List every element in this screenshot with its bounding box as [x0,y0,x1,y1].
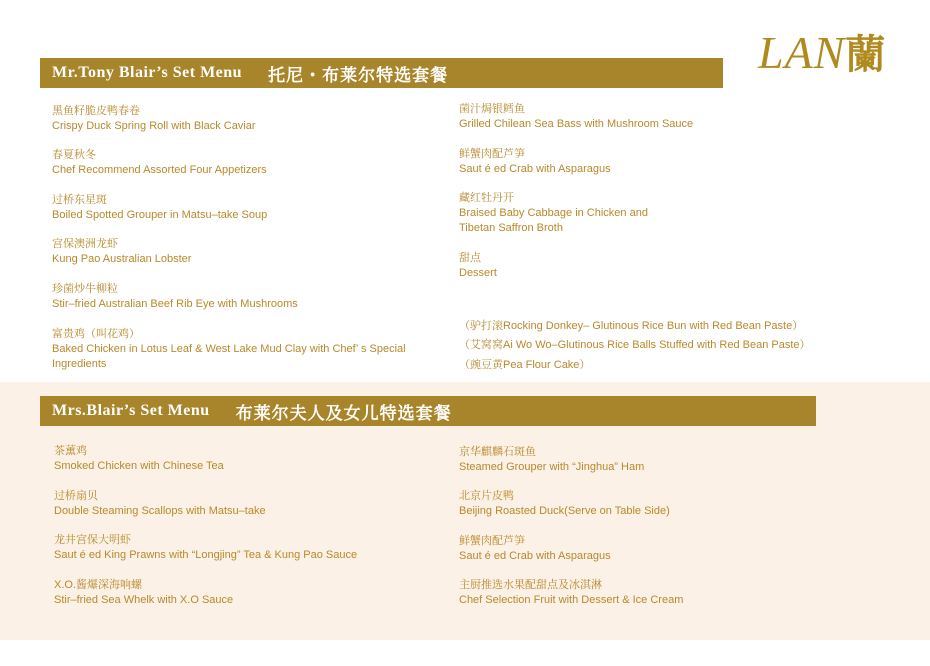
dish-cn: 富贵鸡（叫花鸡） [52,328,140,340]
menu2-right-dish-2 [459,489,670,519]
menu2-left-dish-4 [54,578,233,608]
menu2-right-dish-1 [459,445,644,475]
dish-en: Dessert [459,267,497,279]
dish-cn: X.O.酱爆深海响螺 [54,579,143,591]
dish-cn: 宫保澳洲龙虾 [52,238,118,250]
dish-cn: 菌汁焗银鳕鱼 [459,103,525,115]
dessert-item-2: （艾窝窝Ai Wo Wo–Glutinous Rice Balls Stuffed with Red Bean Paste） [459,339,811,351]
menu2-title-cn: 布莱尔夫人及女儿特选套餐 [235,403,452,423]
dish-cn: 珍菌炒牛柳粒 [52,283,118,295]
menu1-title-banner [40,58,723,88]
menu1-left-dish-4 [52,237,191,267]
dish-cn: 主厨推选水果配甜点及冰淇淋 [459,579,602,591]
menu2-title-en: Mrs.Blair’s Set Menu [52,402,210,419]
dish-cn: 北京片皮鸭 [459,490,514,502]
menu1-left-dish-6 [52,327,406,372]
dish-en: Chef Recommend Assorted Four Appetizers [52,164,267,176]
logo-chinese: 蘭 [845,32,887,77]
menu1-title-cn: 托尼・布莱尔特选套餐 [268,65,449,85]
dish-en: Steamed Grouper with “Jinghua” Ham [459,461,645,473]
dessert-item-3: （豌豆黄Pea Flour Cake） [459,359,591,371]
dish-en-line2: Tibetan Saffron Broth [459,222,563,234]
dish-cn: 京华麒麟石斑鱼 [459,446,536,458]
dish-en: Baked Chicken in Lotus Leaf & West Lake Mud Clay with Chef’ s Special [52,343,406,355]
dish-cn: 春夏秋冬 [52,149,96,161]
menu2-left-dish-1 [54,444,224,474]
dish-en: Saut é ed King Prawns with “Longjing” Tea & Kung Pao Sauce [54,549,358,561]
menu1-left-dish-5 [52,282,298,312]
dish-en: Smoked Chicken with Chinese Tea [54,460,224,472]
menu2-title-banner [40,396,816,426]
dish-en: Stir–fried Australian Beef Rib Eye with Mushrooms [52,298,298,310]
dish-cn: 藏红牡丹开 [459,192,514,204]
dish-en: Saut é ed Crab with Asparagus [459,163,611,175]
menu1-right-dish-2 [459,147,611,177]
dish-cn: 甜点 [459,252,481,264]
menu2-left-dish-2 [54,489,266,519]
dish-en: Boiled Spotted Grouper in Matsu–take Soup [52,209,268,221]
dessert-item-1: （驴打滚Rocking Donkey– Glutinous Rice Bun with Red Bean Paste） [459,320,804,332]
dish-cn: 过桥扇贝 [54,490,98,502]
dish-en: Kung Pao Australian Lobster [52,253,192,265]
dish-cn: 黑鱼籽脆皮鸭春卷 [52,105,140,117]
menu1-left-dish-2 [52,148,267,178]
dish-cn: 龙井宫保大明虾 [54,534,131,546]
dish-en: Beijing Roasted Duck(Serve on Table Side) [459,505,670,517]
menu2-right-dish-4 [459,578,683,608]
dish-cn: 鲜蟹肉配芦笋 [459,535,525,547]
dish-en: Chef Selection Fruit with Dessert & Ice Cream [459,594,684,606]
dish-en-line2: Ingredients [52,358,107,370]
dish-en: Grilled Chilean Sea Bass with Mushroom Sauce [459,118,694,130]
menu1-right-dish-3 [459,191,648,236]
menu1-left-dish-3 [52,193,267,223]
logo-latin: LAN [758,27,846,78]
dish-cn: 鲜蟹肉配芦笋 [459,148,525,160]
menu1-left-dish-1 [52,104,256,134]
menu2-right-dish-3 [459,534,611,564]
dish-en: Double Steaming Scallops with Matsu–take [54,505,266,517]
dish-cn: 过桥东星斑 [52,194,107,206]
menu1-right-dish-1 [459,102,693,132]
menu1-title-en: Mr.Tony Blair’s Set Menu [52,64,243,81]
menu1-right-dish-4 [459,251,497,281]
dish-en: Saut é ed Crab with Asparagus [459,550,611,562]
menu2-left-dish-3 [54,533,357,563]
dish-en: Crispy Duck Spring Roll with Black Caviar [52,120,256,132]
dish-en: Braised Baby Cabbage in Chicken and [459,207,648,219]
lan-logo [758,28,886,80]
dish-cn: 茶薰鸡 [54,445,87,457]
dish-en: Stir–fried Sea Whelk with X.O Sauce [54,594,234,606]
